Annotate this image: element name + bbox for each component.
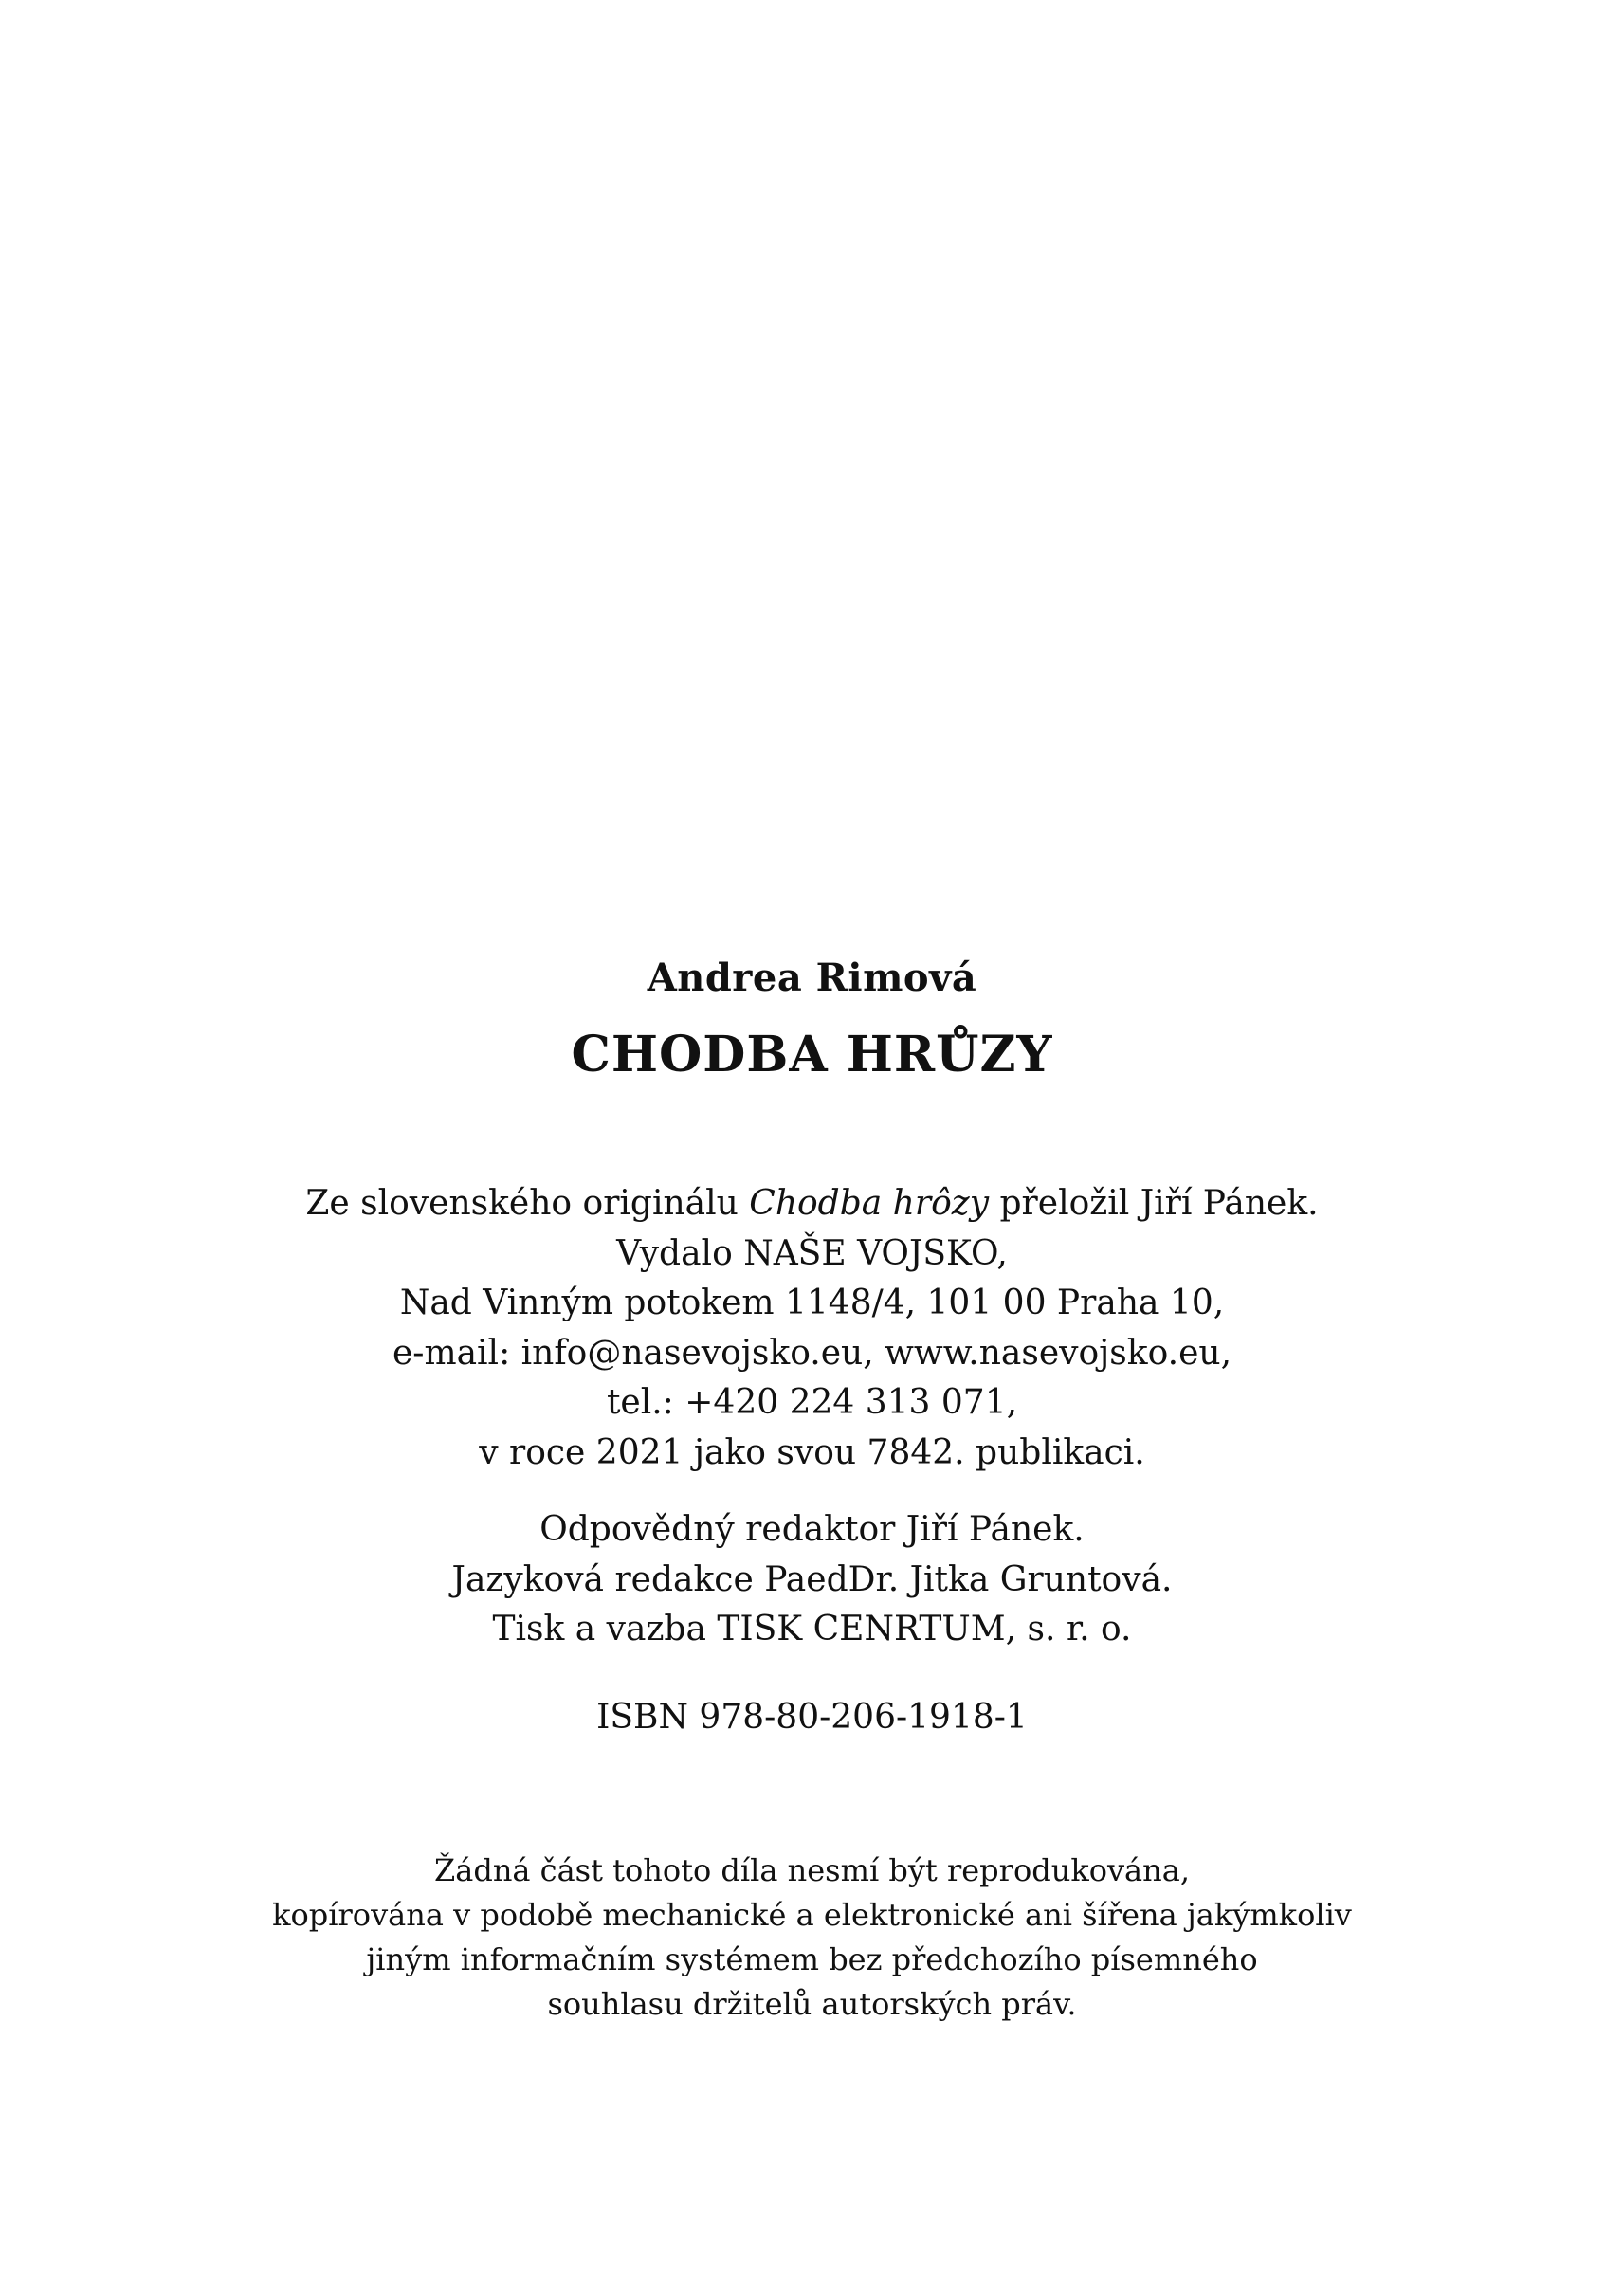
rights-line-1: Žádná část tohoto díla nesmí být reprodukována, [434, 1852, 1190, 1888]
imprint-block [0, 1179, 1624, 1478]
address-line: Nad Vinným potokem 1148/4, 101 00 Praha 10, [399, 1284, 1225, 1322]
book-title: CHODBA HRŮZY [571, 1026, 1053, 1084]
rights-notice [0, 1849, 1624, 2027]
rights-line-2: kopírována v podobě mechanické a elektronické ani šířena jakýmkoliv [272, 1897, 1352, 1933]
phone-line: tel.: +420 224 313 071, [606, 1383, 1018, 1422]
translation-prefix: Ze slovenského originálu [305, 1184, 750, 1223]
rights-line-4: souhlasu držitelů autorských práv. [547, 1986, 1077, 2022]
translation-suffix: přeložil Jiří Pánek. [989, 1184, 1319, 1223]
year-line: v roce 2021 jako svou 7842. publikaci. [479, 1432, 1145, 1472]
editor-line: Odpovědný redaktor Jiří Pánek. [539, 1510, 1085, 1549]
translation-line [0, 1179, 1624, 1229]
language-editor-line: Jazyková redakce PaedDr. Jitka Gruntová. [451, 1559, 1173, 1599]
rights-line-3: jiným informačním systémem bez předchozího písemného [366, 1941, 1258, 1977]
original-title: Chodba hrôzy [749, 1184, 990, 1223]
publisher-line: Vydalo NAŠE VOJSKO, [616, 1233, 1008, 1273]
isbn: ISBN 978-80-206-1918-1 [596, 1698, 1028, 1737]
contact-line: e-mail: info@nasevojsko.eu, www.nasevojsko.eu, [392, 1333, 1232, 1373]
editorial-block [0, 1505, 1624, 1655]
author-name: Andrea Rimová [647, 956, 977, 1000]
print-line: Tisk a vazba TISK CENRTUM, s. r. o. [492, 1610, 1132, 1648]
